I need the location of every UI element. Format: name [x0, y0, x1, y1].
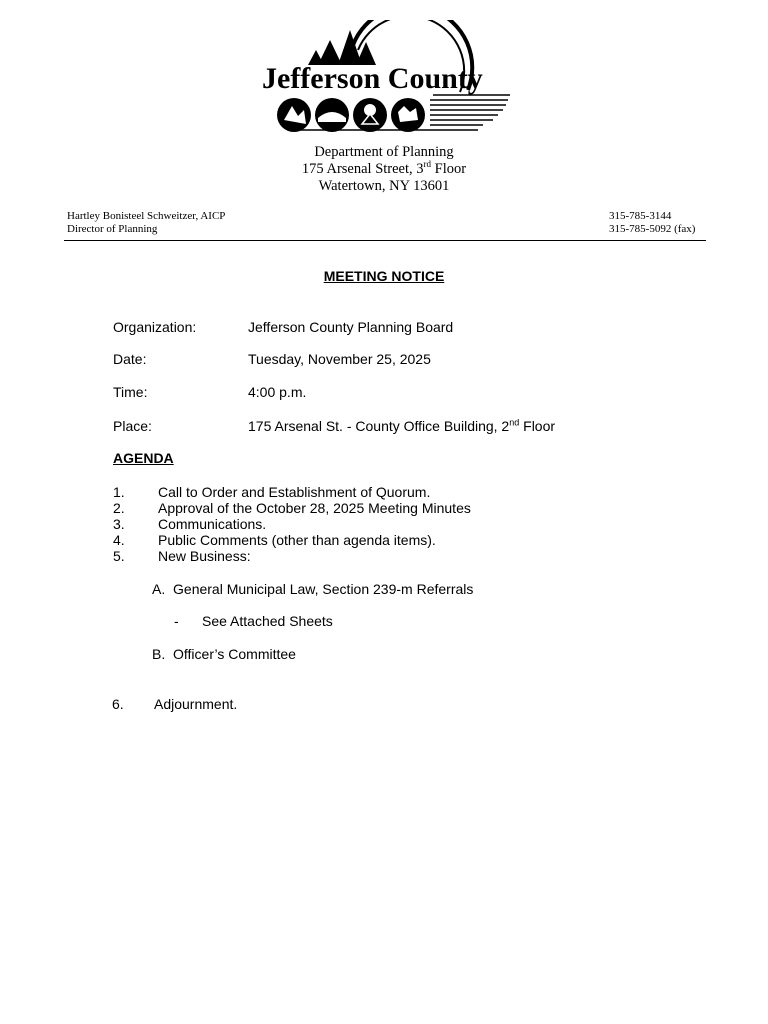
field-label: Date: — [113, 351, 147, 367]
logo-medallions — [277, 98, 425, 132]
department-address-city: Watertown, NY 13601 — [318, 178, 450, 194]
director-title: Director of Planning — [67, 223, 158, 235]
field-value: Jefferson County Planning Board — [248, 319, 454, 335]
jefferson-county-logo — [258, 20, 513, 140]
field-value: 175 Arsenal St. - County Office Building, 2nd Floor — [248, 417, 556, 434]
agenda-sub-item-a: A. General Municipal Law, Section 239-m Referrals — [152, 581, 474, 597]
agenda-sub-item-attached: - See Attached Sheets — [174, 613, 333, 629]
director-name: Hartley Bonisteel Schweitzer, AICP — [67, 210, 226, 222]
field-value: Tuesday, November 25, 2025 — [248, 351, 431, 367]
department-name: Department of Planning — [314, 144, 454, 160]
agenda-title: AGENDA — [113, 450, 174, 466]
logo-text: Jefferson County — [262, 62, 483, 95]
header-divider — [64, 240, 706, 241]
field-label: Time: — [113, 384, 148, 400]
phone-number: 315-785-3144 — [609, 210, 672, 222]
field-value: 4:00 p.m. — [248, 384, 307, 400]
agenda-sub-item-b: B. Officer’s Committee — [152, 646, 296, 662]
field-label: Place: — [113, 418, 152, 434]
department-address-street: 175 Arsenal Street, 3rd Floor — [301, 159, 467, 177]
field-label: Organization: — [113, 319, 197, 335]
fax-number: 315-785-5092 (fax) — [609, 223, 696, 235]
meeting-notice-title: MEETING NOTICE — [323, 268, 445, 284]
